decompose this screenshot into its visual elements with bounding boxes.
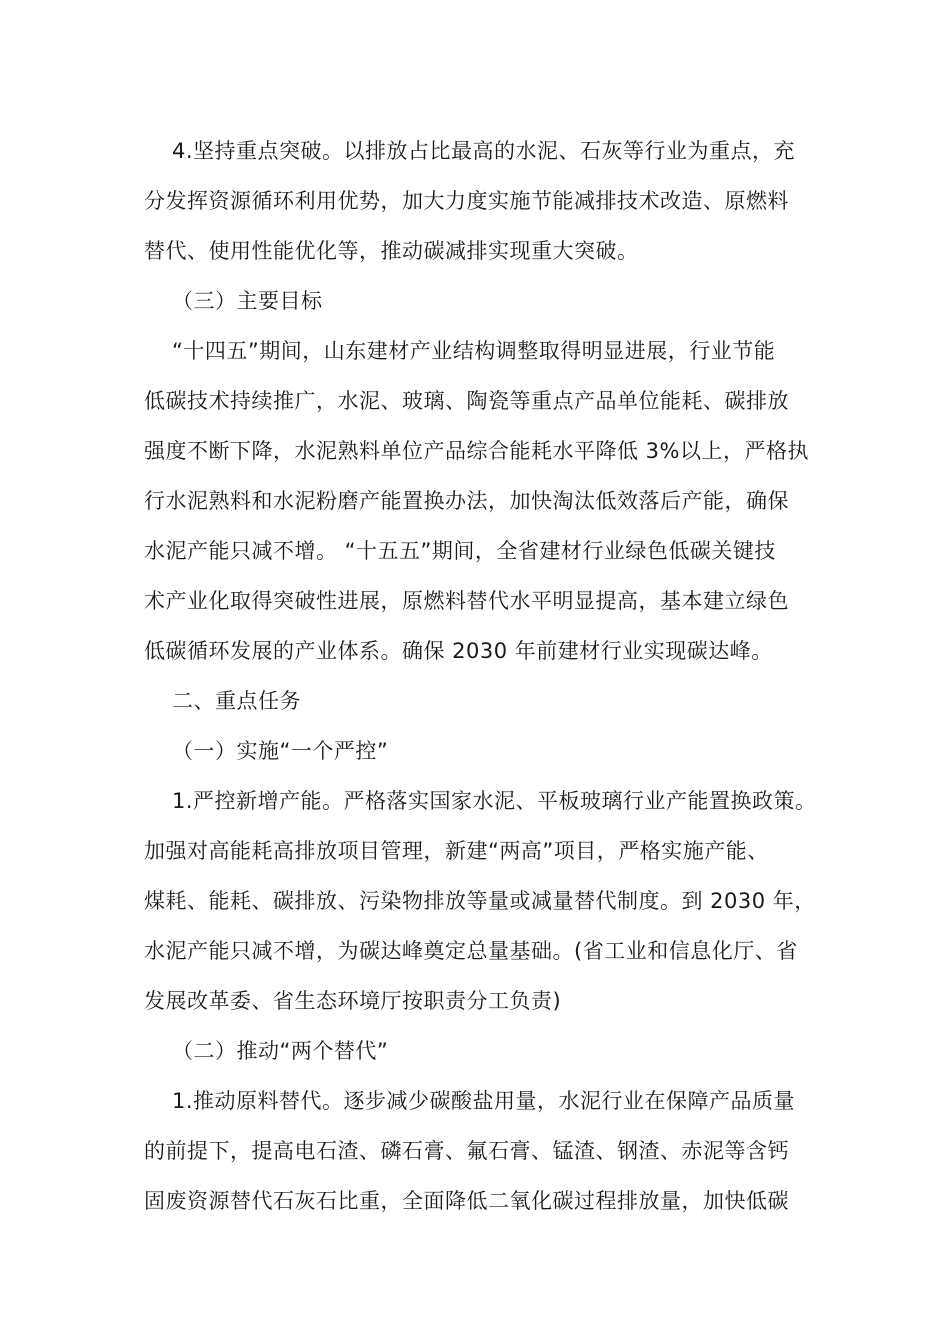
paragraph-line: 加强对高能耗高排放项目管理，新建“两高”项目，严格实施产能、 — [144, 839, 769, 863]
paragraph-line: 1.推动原料替代。逐步减少碳酸盐用量，水泥行业在保障产品质量 — [172, 1089, 796, 1113]
section-heading: （一）实施“一个严控” — [172, 739, 389, 763]
paragraph-line: 的前提下，提高电石渣、磷石膏、氟石膏、锰渣、钢渣、赤泥等含钙 — [144, 1139, 789, 1163]
paragraph-line: 强度不断下降，水泥熟料单位产品综合能耗水平降低 3%以上，严格执 — [144, 439, 809, 463]
paragraph-line: 低碳技术持续推广，水泥、玻璃、陶瓷等重点产品单位能耗、碳排放 — [144, 389, 789, 413]
paragraph-line: 固废资源替代石灰石比重，全面降低二氧化碳过程排放量，加快低碳 — [144, 1189, 789, 1213]
paragraph-line: 发展改革委、省生态环境厅按职责分工负责) — [144, 989, 562, 1013]
paragraph-line: “十四五”期间，山东建材产业结构调整取得明显进展，行业节能 — [172, 339, 776, 363]
paragraph-line: 术产业化取得突破性进展，原燃料替代水平明显提高，基本建立绿色 — [144, 589, 789, 613]
paragraph-line: 替代、使用性能优化等，推动碳减排实现重大突破。 — [144, 239, 639, 263]
paragraph-line: 水泥产能只减不增。 “十五五”期间，全省建材行业绿色低碳关键技 — [144, 539, 776, 563]
section-heading: 二、重点任务 — [172, 689, 301, 713]
section-heading: （三）主要目标 — [172, 289, 323, 313]
paragraph-line: 1.严控新增产能。严格落实国家水泥、平板玻璃行业产能置换政策。 — [172, 789, 817, 813]
paragraph-line: 分发挥资源循环利用优势，加大力度实施节能减排技术改造、原燃料 — [144, 189, 789, 213]
paragraph-line: 低碳循环发展的产业体系。确保 2030 年前建材行业实现碳达峰。 — [144, 639, 773, 663]
paragraph-line: 行水泥熟料和水泥粉磨产能置换办法，加快淘汰低效落后产能，确保 — [144, 489, 789, 513]
paragraph-line: 水泥产能只减不增，为碳达峰奠定总量基础。(省工业和信息化厅、省 — [144, 939, 798, 963]
section-heading: （二）推动“两个替代” — [172, 1039, 389, 1063]
paragraph-line: 煤耗、能耗、碳排放、污染物排放等量或减量替代制度。到 2030 年， — [144, 889, 816, 913]
paragraph-line: 4.坚持重点突破。以排放占比最高的水泥、石灰等行业为重点，充 — [172, 139, 796, 163]
